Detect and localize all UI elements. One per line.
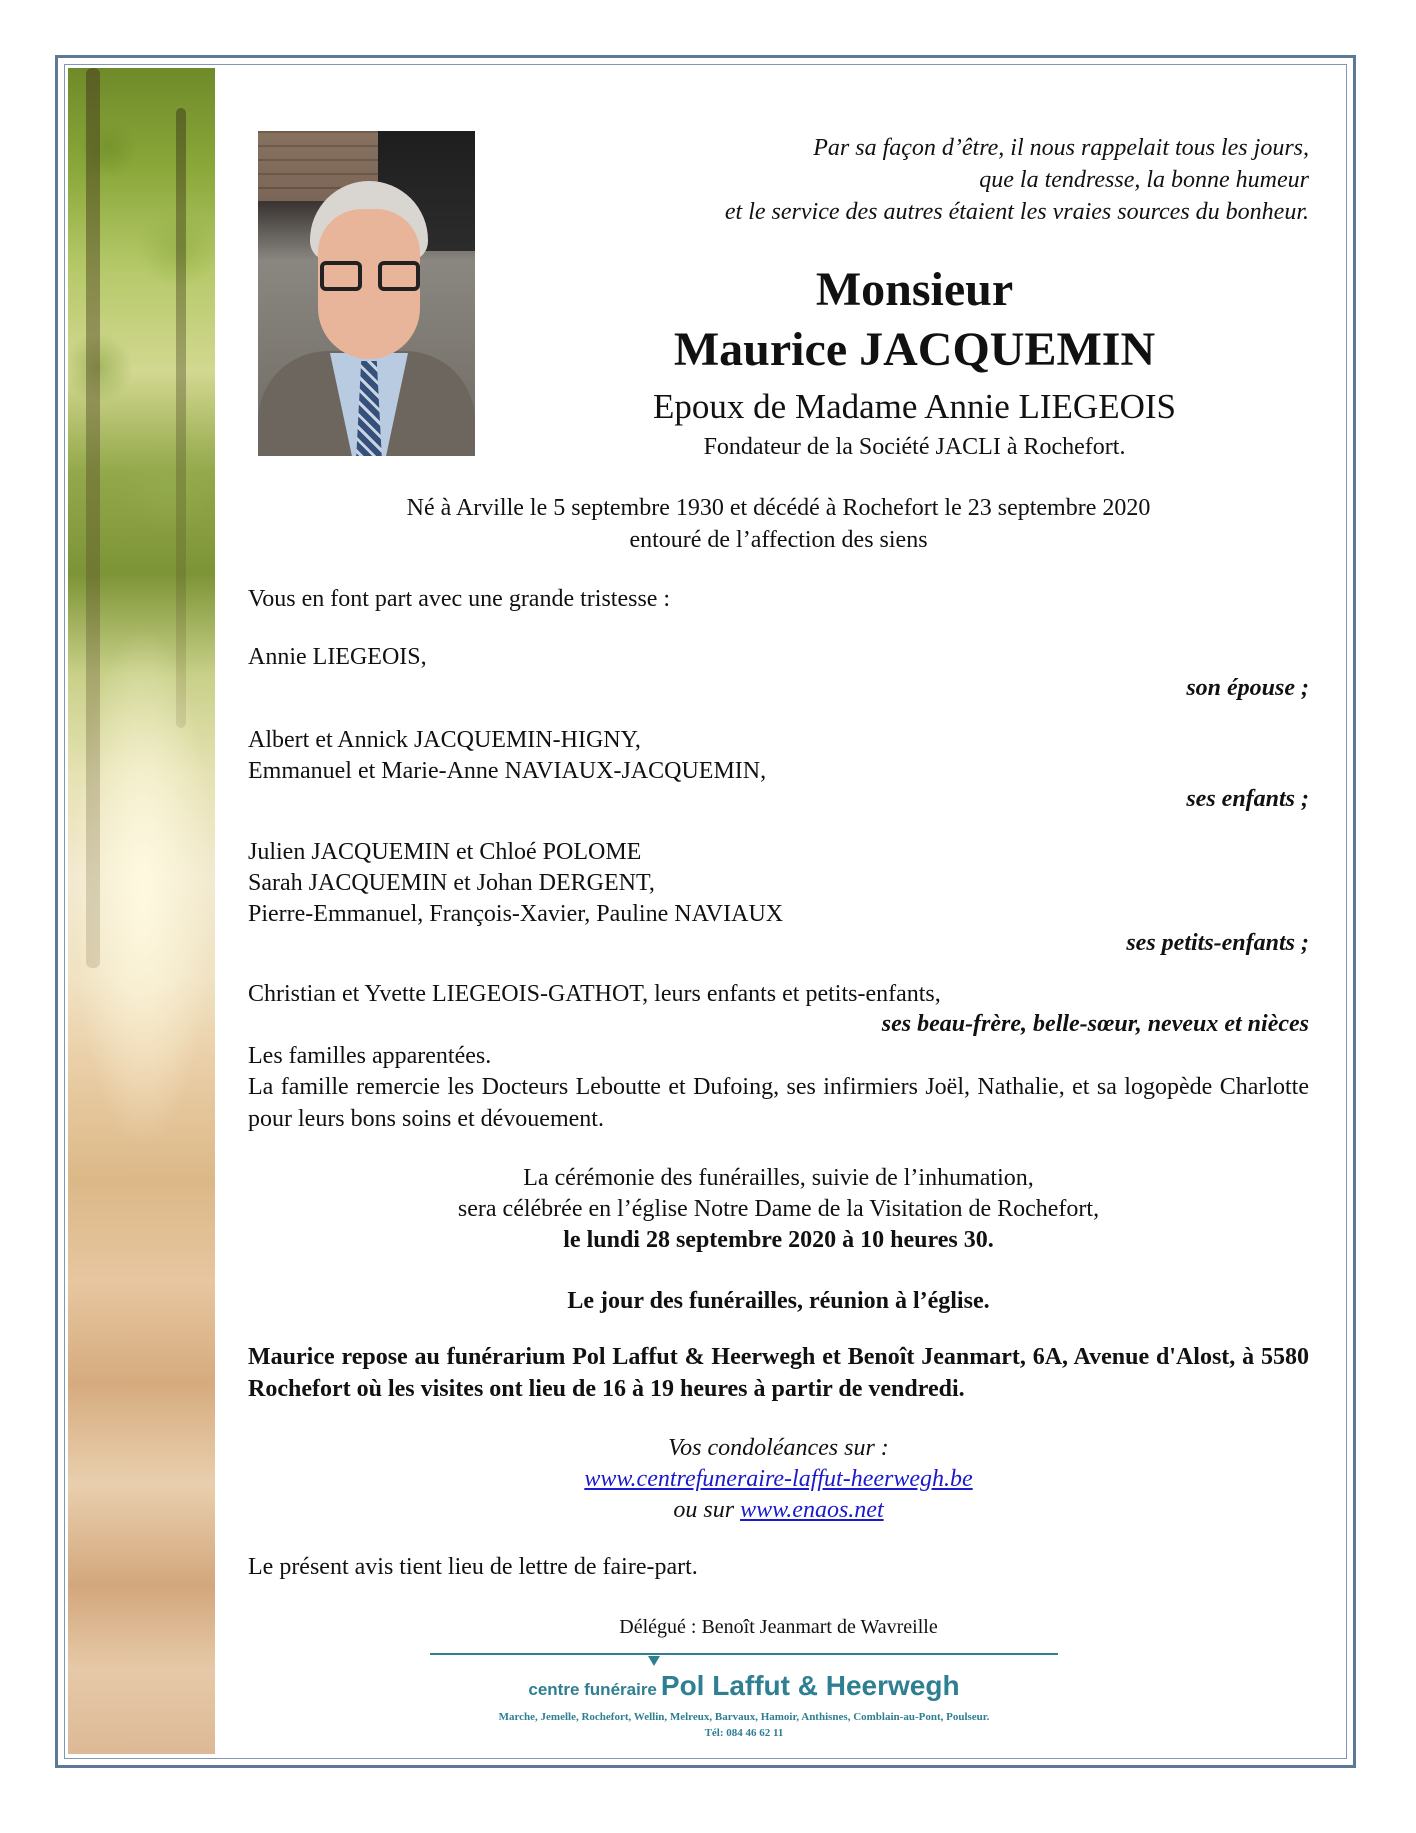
footer-locations: Marche, Jemelle, Rochefort, Wellin, Melreux, Barvaux, Hamoir, Anthisnes, Comblain-au-Pont, Poulseur.	[498, 1711, 990, 1723]
condolences-alt-row	[248, 1494, 1309, 1526]
founder-line: Fondateur de la Société JACLI à Rochefort.	[703, 434, 1126, 460]
family-relation: ses beau-frère, belle-sœur, neveux et nièces	[881, 1011, 1309, 1037]
decorative-forest-strip	[68, 68, 215, 1754]
logo-prefix: centre funéraire	[528, 1680, 657, 1699]
rest-paragraph: Maurice repose au funérarium Pol Laffut & Heerwegh et Benoît Jeanmart, 6A, Avenue d'Alost, à 5580 Rochefort où les visites ont lieu de 16 à 19 heures à partir de vendredi.	[248, 1344, 1309, 1402]
honorific-title: Monsieur	[815, 263, 1014, 316]
portrait-photo	[258, 131, 475, 456]
family-relation: ses enfants ;	[1186, 786, 1309, 812]
family-member: Christian et Yvette LIEGEOIS-GATHOT, leurs enfants et petits-enfants,	[248, 981, 941, 1007]
condolences-link-row	[248, 1463, 1309, 1495]
logo-brand: Pol Laffut & Heerwegh	[660, 1670, 960, 1701]
epigraph-line-3: et le service des autres étaient les vraies sources du bonheur.	[724, 199, 1309, 225]
condolences-label: Vos condoléances sur :	[668, 1435, 889, 1461]
birth-death-line: Né à Arville le 5 septembre 1930 et décédé à Rochefort le 23 septembre 2020	[406, 495, 1151, 521]
ceremony-date: le lundi 28 septembre 2020 à 10 heures 30.	[563, 1227, 994, 1253]
footer-divider	[430, 1653, 1058, 1655]
notice-line: Le présent avis tient lieu de lettre de faire-part.	[248, 1554, 698, 1580]
spouse-line: Epoux de Madame Annie LIEGEOIS	[653, 387, 1176, 426]
footer-triangle-icon	[648, 1656, 660, 1666]
family-member: Albert et Annick JACQUEMIN-HIGNY,	[248, 727, 641, 753]
funeral-home-logo	[430, 1670, 1058, 1702]
ceremony-line-2: sera célébrée en l’église Notre Dame de la Visitation de Rochefort,	[457, 1196, 1100, 1222]
family-member: Emmanuel et Marie-Anne NAVIAUX-JACQUEMIN,	[248, 758, 767, 784]
condolences-or: ou sur	[673, 1497, 735, 1523]
surrounded-line: entouré de l’affection des siens	[629, 527, 928, 553]
epigraph-line-2: que la tendresse, la bonne humeur	[979, 167, 1309, 193]
condolences-link-primary[interactable]: www.centrefuneraire-laffut-heerwegh.be	[584, 1466, 973, 1492]
meeting-note: Le jour des funérailles, réunion à l’église.	[567, 1288, 990, 1314]
related-families: Les familles apparentées.	[248, 1043, 492, 1069]
ceremony-line-1: La cérémonie des funérailles, suivie de l’inhumation,	[523, 1165, 1034, 1191]
thanks-paragraph: La famille remercie les Docteurs Leboutte et Dufoing, ses infirmiers Joël, Nathalie, et sa logopède Charlotte pour leurs bons soins et dévouement.	[248, 1074, 1309, 1132]
condolences-link-secondary[interactable]: www.enaos.net	[740, 1497, 884, 1523]
deceased-name: Maurice JACQUEMIN	[673, 323, 1156, 376]
family-relation: son épouse ;	[1186, 675, 1309, 701]
family-member: Annie LIEGEOIS,	[248, 644, 427, 670]
family-member: Pierre-Emmanuel, François-Xavier, Pauline NAVIAUX	[248, 901, 784, 927]
family-member: Julien JACQUEMIN et Chloé POLOME	[248, 839, 642, 865]
family-member: Sarah JACQUEMIN et Johan DERGENT,	[248, 870, 655, 896]
epigraph-line-1: Par sa façon d’être, il nous rappelait tous les jours,	[813, 135, 1309, 161]
announcement-intro: Vous en font part avec une grande tristesse :	[248, 586, 671, 612]
family-relation: ses petits-enfants ;	[1126, 930, 1309, 956]
footer-phone: Tél: 084 46 62 11	[704, 1727, 784, 1739]
delegate-line: Délégué : Benoît Jeanmart de Wavreille	[619, 1616, 938, 1638]
